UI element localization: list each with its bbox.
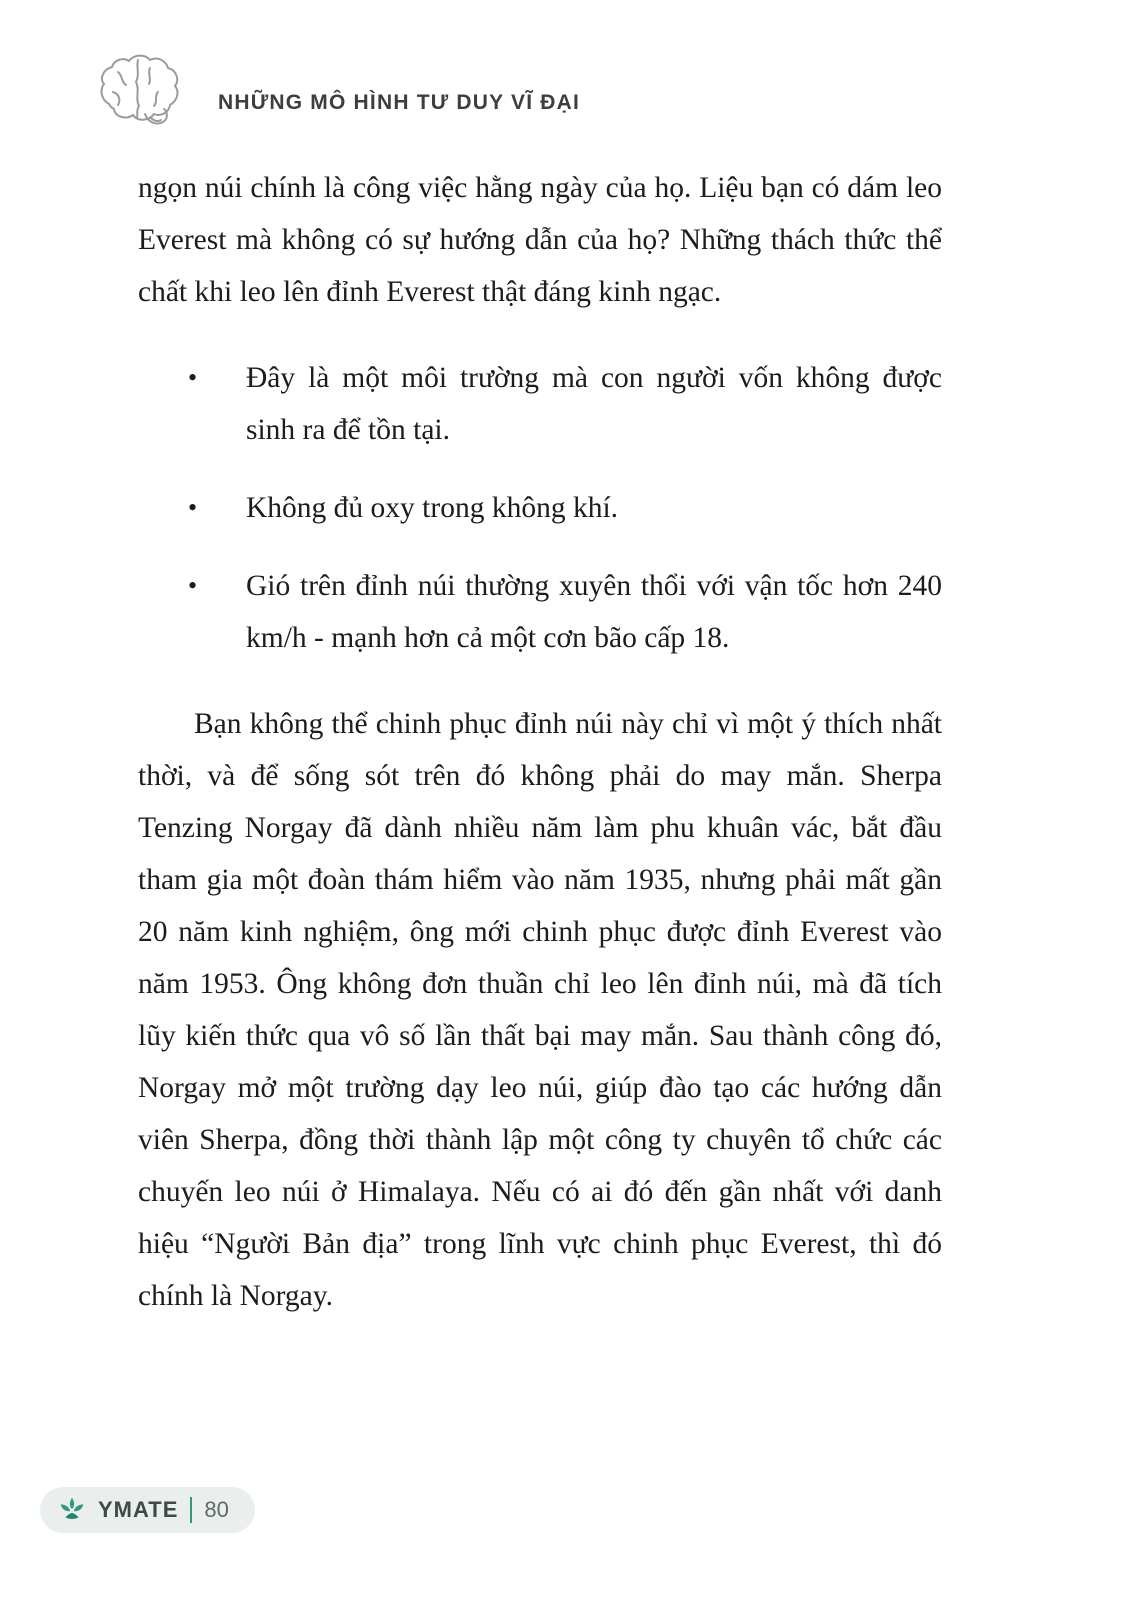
page-number: 80 (204, 1497, 229, 1522)
page-header (0, 0, 1142, 136)
paragraph-main: Bạn không thể chinh phục đỉnh núi này chỉ vì một ý thích nhất thời, và để sống sót trên đó không phải do may mắn. Sherpa Tenzing Norgay đã dành nhiều năm làm phu khuân vác, bắt đầu tham gia một đoàn thám hiểm vào năm 1935, nhưng phải mất gần 20 năm kinh nghiệm, ông mới chinh phục được đỉnh Everest vào năm 1953. Ông không đơn thuần chỉ leo lên đỉnh núi, mà đã tích lũy kiến thức qua vô số lần thất bại may mắn. Sau thành công đó, Norgay mở một trường dạy leo núi, giúp đào tạo các hướng dẫn viên Sherpa, đồng thời thành lập một công ty chuyên tổ chức các chuyến leo núi ở Himalaya. Nếu có ai đó đến gần nhất với danh hiệu “Người Bản địa” trong lĩnh vực chinh phục Everest, thì đó chính là Norgay. (138, 708, 942, 1312)
bullet-item (138, 560, 942, 664)
paragraph-continuation: ngọn núi chính là công việc hằng ngày của họ. Liệu bạn có dám leo Everest mà không có sự hướng dẫn của họ? Những thách thức thể chất khi leo lên đỉnh Everest thật đáng kinh ngạc. (138, 172, 942, 308)
bullet-text: Gió trên đỉnh núi thường xuyên thổi với vận tốc hơn 240 km/h - mạnh hơn cả một cơn bão cấp 18. (246, 570, 942, 654)
bullet-item (138, 352, 942, 456)
brand-name: YMATE (98, 1497, 179, 1522)
ymate-logo-icon (56, 1494, 88, 1526)
running-head-title: NHỮNG MÔ HÌNH TƯ DUY VĨ ĐẠI (218, 91, 581, 114)
bullet-dot: • (188, 363, 198, 392)
bullet-item (138, 482, 942, 534)
brain-icon (88, 52, 188, 136)
bullet-dot: • (188, 571, 198, 600)
bullet-text: Không đủ oxy trong không khí. (246, 492, 619, 524)
page-footer (40, 1487, 255, 1533)
footer-divider (190, 1497, 192, 1523)
bullet-text: Đây là một môi trường mà con người vốn không được sinh ra để tồn tại. (246, 362, 942, 446)
bullet-dot: • (188, 493, 198, 522)
footer-pill (40, 1487, 255, 1533)
bullet-list (138, 352, 942, 664)
page-body (138, 162, 942, 1322)
